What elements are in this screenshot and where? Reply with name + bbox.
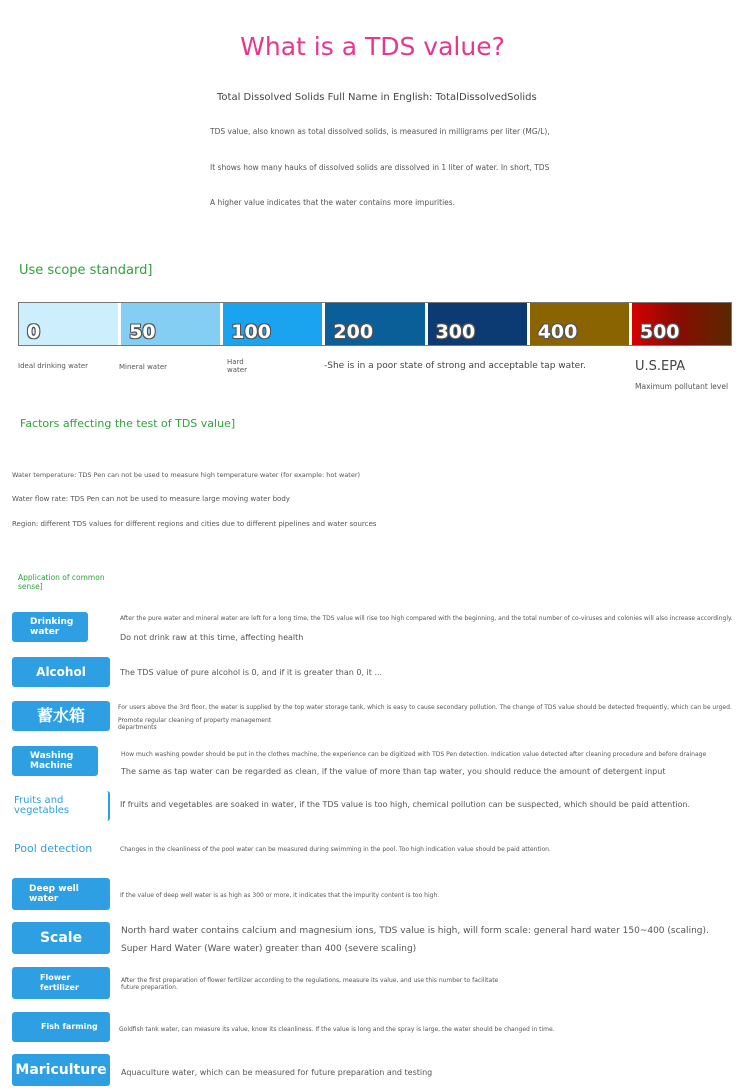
scale-value: 100 — [231, 321, 271, 343]
label-max: Maximum pollutant level — [635, 382, 729, 391]
desc-washing-machine-2: The same as tap water can be regarded as clean, if the value of more than tap water, you should reduce the amount of detergent input — [121, 767, 666, 776]
desc-scale: North hard water contains calcium and magnesium ions, TDS value is high, will form scale: general hard water 150~400 (scaling). Super Hard Water (Ware water) greater than 400 (severe scaling) — [121, 926, 709, 954]
desc-fish-farming: Goldfish tank water, can measure its value, know its cleanliness. If the value is long and the spray is large, the water should be changed in time. — [119, 1026, 555, 1033]
scale-segment-200 — [325, 303, 427, 345]
scale-value: 300 — [435, 321, 476, 343]
badge-washing-machine: Washing Machine — [12, 746, 98, 776]
intro-line-2: It shows how many hauks of dissolved solids are dissolved in 1 liter of water. In short, TDS — [210, 163, 550, 172]
desc-water-tank-1: For users above the 3rd floor, the water is supplied by the top water storage tank, which is easy to cause secondary pollution. The change of TDS value should be detected frequently, which can be urged. — [118, 704, 732, 711]
label-epa: U.S.EPA — [635, 359, 686, 374]
desc-deep-well-water: If the value of deep well water is as high as 300 or more, it indicates that the impurity content is too high. — [120, 892, 440, 899]
badge-pool-detection: Pool detection — [14, 842, 93, 855]
desc-alcohol: The TDS value of pure alcohol is 0, and if it is greater than 0, it ... — [120, 668, 383, 677]
scope-heading: Use scope standard] — [19, 263, 153, 278]
badge-scale: Scale — [12, 922, 110, 954]
desc-washing-machine-1: How much washing powder should be put in the clothes machine, the experience can be digitized with TDS Pen detection. Indication value detected after cleaning procedure and before drainage — [121, 751, 707, 758]
desc-water-tank-2: Promote regular cleaning of property management departments — [118, 717, 272, 731]
badge-deep-well-water: Deep well water — [12, 878, 110, 910]
desc-pool-detection: Changes in the cleanliness of the pool water can be measured during swimming in the pool. Too high indication value should be paid attention. — [120, 846, 551, 853]
factor-flow-rate: Water flow rate: TDS Pen can not be used to measure large moving water body — [12, 495, 290, 503]
scale-value: 200 — [333, 321, 374, 343]
badge-water-tank: 蓄水箱 — [12, 701, 110, 731]
scale-segment-50 — [121, 303, 223, 345]
desc-fruits-vegetables: If fruits and vegetables are soaked in water, if the TDS value is too high, chemical pollution can be suspected, which should be paid attention. — [120, 800, 691, 809]
desc-drinking-water-2: Do not drink raw at this time, affecting health — [120, 633, 304, 642]
desc-drinking-water-1: After the pure water and mineral water are left for a long time, the TDS value will rise too high compared with the beginning, and the total number of co-viruses and colonies will also increase accordingly. — [120, 615, 733, 622]
intro-line-1: TDS value, also known as total dissolved solids, is measured in milligrams per liter (MG/L), — [210, 127, 550, 136]
desc-flower-fertilizer: After the first preparation of flower fertilizer according to the regulations, measure its value, and use this number to facilitate future preparation. — [121, 977, 499, 991]
label-mineral: Mineral water — [119, 363, 168, 371]
scale-segment-500 — [632, 303, 731, 345]
badge-drinking-water: Drinking water — [12, 612, 88, 642]
badge-mariculture: Mariculture — [12, 1054, 110, 1086]
tds-scale-bar — [18, 302, 732, 346]
page-title: What is a TDS value? — [240, 32, 505, 61]
desc-mariculture: Aquaculture water, which can be measured for future preparation and testing — [121, 1068, 433, 1077]
factor-temperature: Water temperature: TDS Pen can not be used to measure high temperature water (for example: hot water) — [12, 471, 361, 479]
badge-flower-fertilizer: Flower fertilizer — [12, 967, 110, 999]
label-poor: -She is in a poor state of strong and acceptable tap water. — [324, 361, 586, 371]
scale-value: 50 — [129, 321, 156, 343]
intro-line-3: A higher value indicates that the water contains more impurities. — [210, 198, 456, 207]
label-hard: Hard water — [227, 358, 247, 374]
badge-alcohol: Alcohol — [12, 657, 110, 687]
application-heading: Application of common sense] — [18, 573, 105, 591]
scale-segment-400 — [530, 303, 632, 345]
intro-full-name: Total Dissolved Solids Full Name in English: TotalDissolvedSolids — [217, 92, 537, 103]
factor-region: Region: different TDS values for different regions and cities due to different pipelines and water sources — [12, 520, 377, 528]
scale-value: 400 — [537, 321, 578, 343]
scale-value: 0 — [27, 321, 41, 343]
label-ideal: Ideal drinking water — [18, 362, 89, 370]
badge-fruits-vegetables: Fruits and vegetables — [12, 791, 110, 821]
scale-segment-300 — [428, 303, 530, 345]
scale-segment-100 — [223, 303, 325, 345]
factors-heading: Factors affecting the test of TDS value] — [20, 417, 236, 430]
badge-fish-farming: Fish farming — [12, 1012, 110, 1042]
scale-value: 500 — [639, 321, 680, 343]
scale-segment-0 — [19, 303, 121, 345]
